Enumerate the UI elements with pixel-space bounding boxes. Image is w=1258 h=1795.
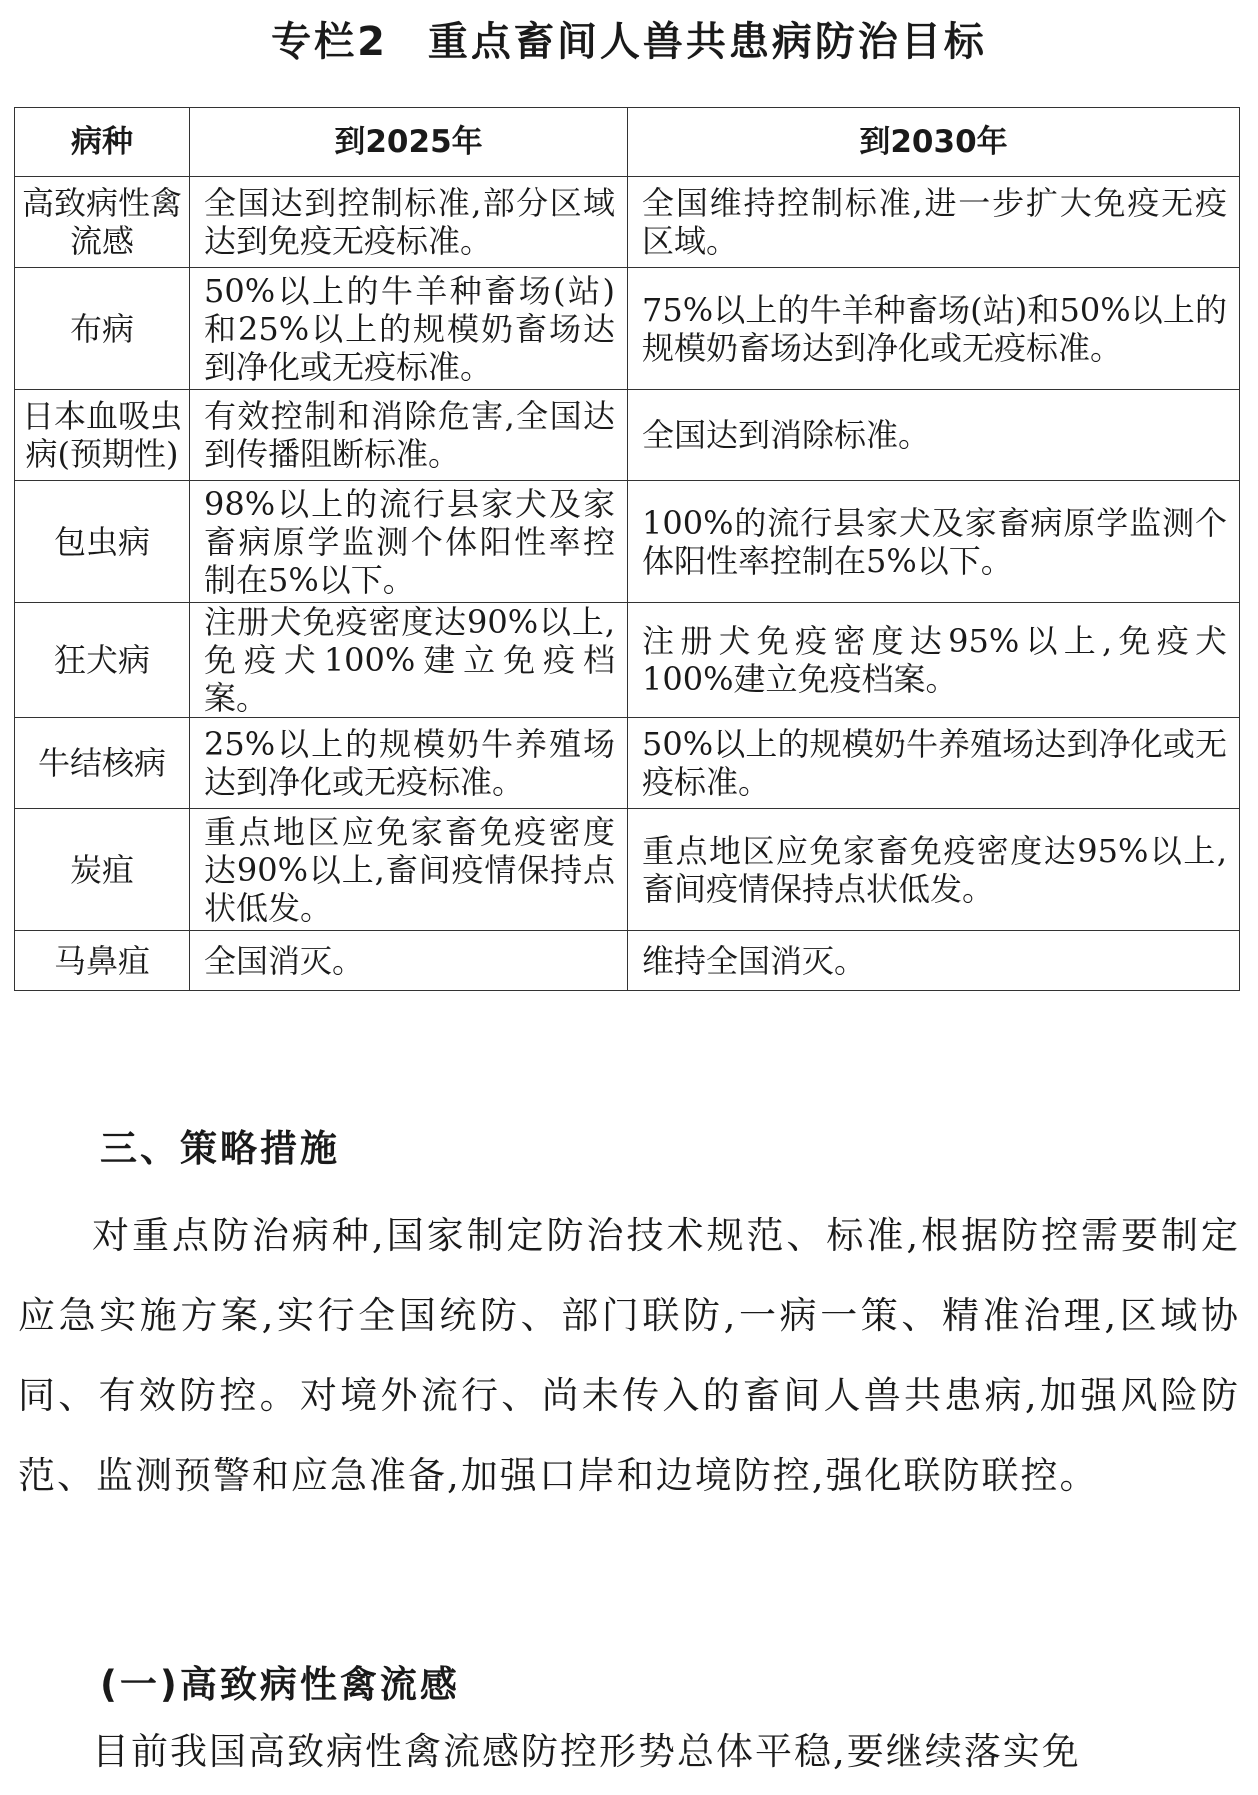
header-2025: 到2025年 [190, 108, 628, 177]
box-title-text: 重点畜间人兽共患病防治目标 [427, 19, 987, 65]
disease-cell: 狂犬病 [15, 603, 190, 718]
table-row [15, 268, 1240, 390]
table-row [15, 390, 1240, 481]
subsection-heading: (一)高致病性禽流感 [100, 1663, 460, 1706]
table-row [15, 931, 1240, 991]
goal-2030-cell: 重点地区应免家畜免疫密度达95%以上,畜间疫情保持点状低发。 [628, 809, 1240, 931]
goal-2030-cell: 全国达到消除标准。 [628, 390, 1240, 481]
goal-2025-cell: 50%以上的牛羊种畜场(站)和25%以上的规模奶畜场达到净化或无疫标准。 [190, 268, 628, 390]
goal-2025-cell: 全国达到控制标准,部分区域达到免疫无疫标准。 [190, 177, 628, 268]
disease-cell: 布病 [15, 268, 190, 390]
section-paragraph: 对重点防治病种,国家制定防治技术规范、标准,根据防控需要制定应急实施方案,实行全国统防、部门联防,一病一策、精准治理,区域协同、有效防控。对境外流行、尚未传入的畜间人兽共患病,加强风险防范、监测预警和应急准备,加强口岸和边境防控,强化联防联控。 [18, 1214, 1240, 1497]
disease-cell: 牛结核病 [15, 718, 190, 809]
disease-cell: 高致病性禽流感 [15, 177, 190, 268]
disease-cell: 包虫病 [15, 481, 190, 603]
goal-2025-cell: 25%以上的规模奶牛养殖场达到净化或无疫标准。 [190, 718, 628, 809]
table-row [15, 809, 1240, 931]
goal-2030-cell: 75%以上的牛羊种畜场(站)和50%以上的规模奶畜场达到净化或无疫标准。 [628, 268, 1240, 390]
section-heading: 三、策略措施 [100, 1127, 340, 1170]
subsection-paragraph: 目前我国高致病性禽流感防控形势总体平稳,要继续落实免 [92, 1730, 1081, 1773]
box-number: 专栏2 [271, 19, 388, 65]
header-2030: 到2030年 [628, 108, 1240, 177]
table-header-row [15, 108, 1240, 177]
goals-table [14, 107, 1240, 991]
goal-2025-cell: 全国消灭。 [190, 931, 628, 991]
table-row [15, 718, 1240, 809]
goal-2030-cell: 50%以上的规模奶牛养殖场达到净化或无疫标准。 [628, 718, 1240, 809]
disease-cell: 炭疽 [15, 809, 190, 931]
disease-cell: 日本血吸虫病(预期性) [15, 390, 190, 481]
table-row [15, 177, 1240, 268]
goal-2030-cell: 100%的流行县家犬及家畜病原学监测个体阳性率控制在5%以下。 [628, 481, 1240, 603]
goal-2025-cell: 注册犬免疫密度达90%以上,免疫犬100%建立免疫档案。 [190, 603, 628, 718]
goal-2025-cell: 重点地区应免家畜免疫密度达90%以上,畜间疫情保持点状低发。 [190, 809, 628, 931]
goal-2025-cell: 98%以上的流行县家犬及家畜病原学监测个体阳性率控制在5%以下。 [190, 481, 628, 603]
goal-2030-cell: 维持全国消灭。 [628, 931, 1240, 991]
goal-2030-cell: 注册犬免疫密度达95%以上,免疫犬100%建立免疫档案。 [628, 603, 1240, 718]
goal-2030-cell: 全国维持控制标准,进一步扩大免疫无疫区域。 [628, 177, 1240, 268]
table-row [15, 481, 1240, 603]
box-title [0, 10, 1258, 67]
goal-2025-cell: 有效控制和消除危害,全国达到传播阻断标准。 [190, 390, 628, 481]
disease-cell: 马鼻疽 [15, 931, 190, 991]
table-row [15, 603, 1240, 718]
header-disease: 病种 [15, 108, 190, 177]
